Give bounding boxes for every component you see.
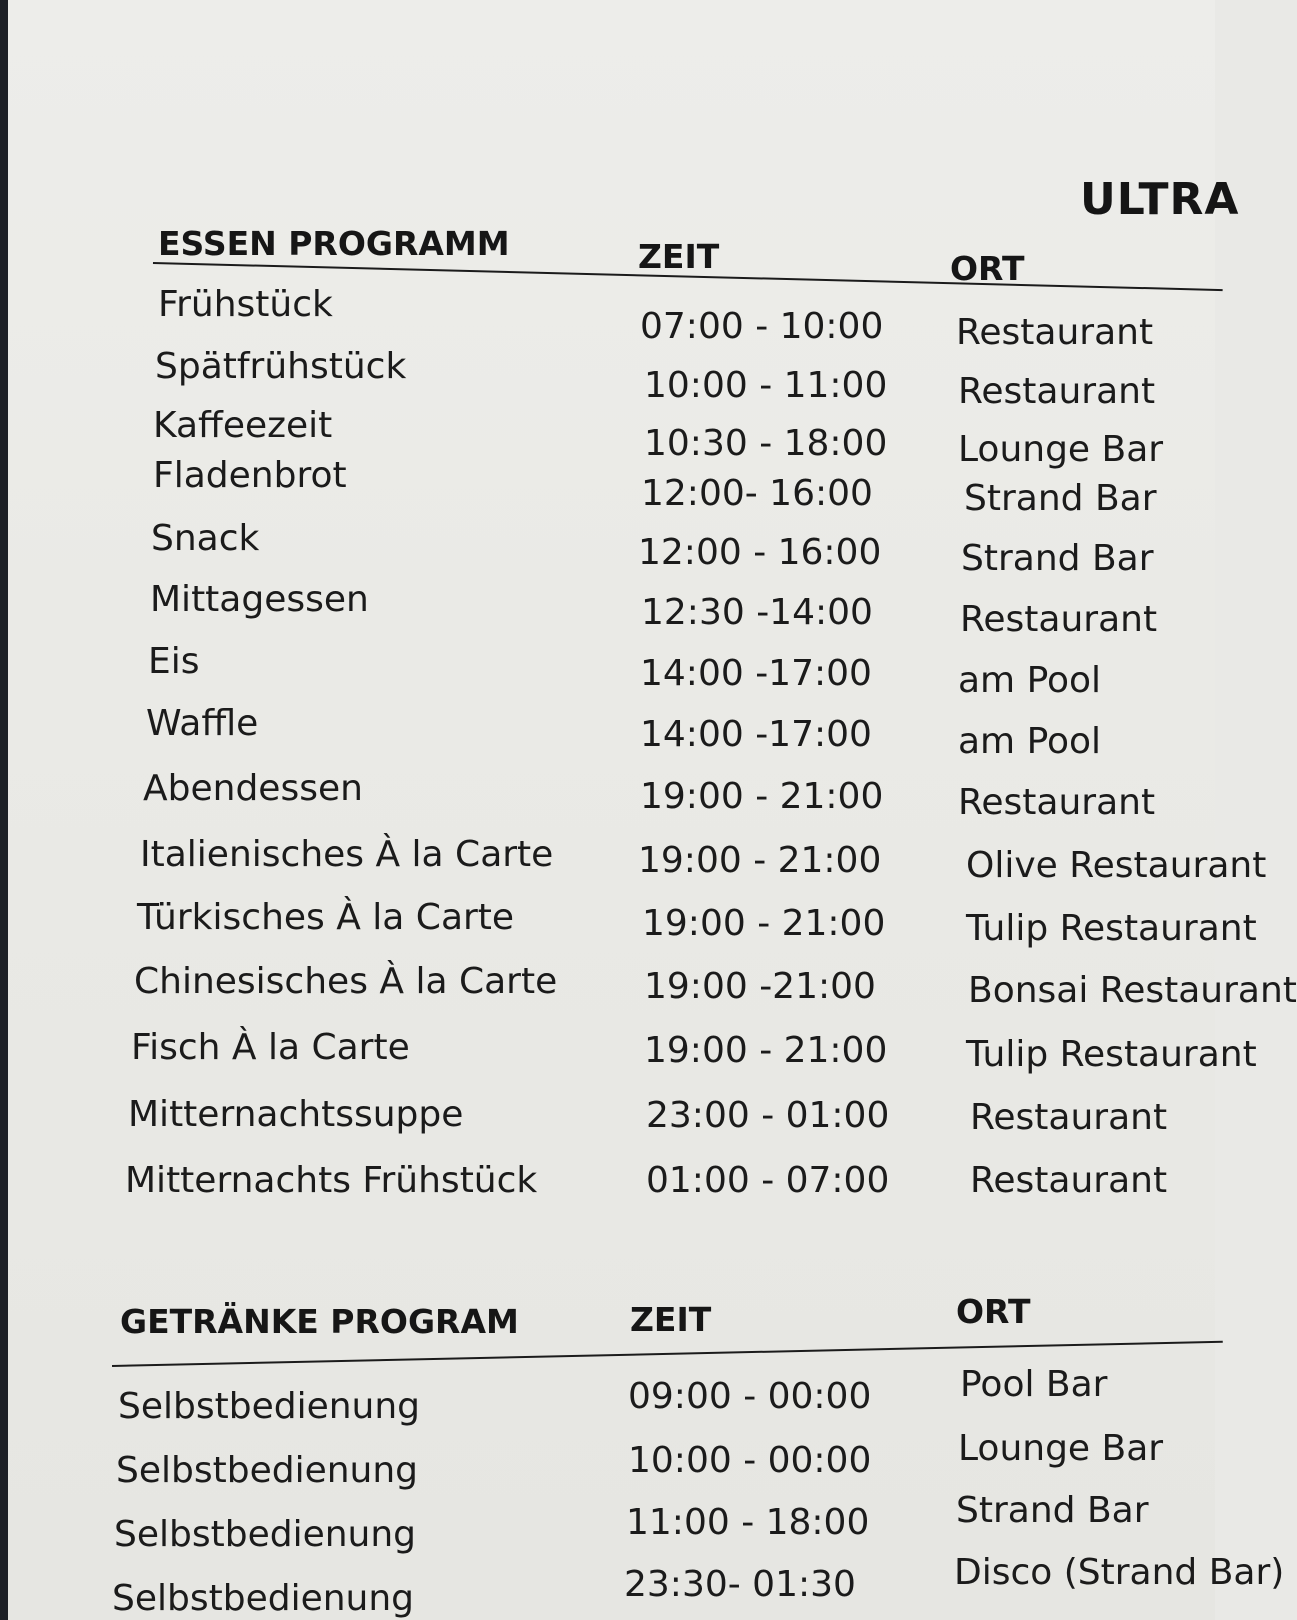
row-name: Mitternachtssuppe xyxy=(128,1094,464,1135)
row-time: 10:00 - 11:00 xyxy=(644,365,888,406)
row-place: Tulip Restaurant xyxy=(966,1034,1257,1075)
row-place: Restaurant xyxy=(958,371,1156,412)
row-place: Strand Bar xyxy=(964,478,1157,519)
row-time: 10:00 - 00:00 xyxy=(628,1440,872,1481)
row-place: am Pool xyxy=(958,721,1102,762)
row-name: Fladenbrot xyxy=(153,455,347,496)
row-place: Tulip Restaurant xyxy=(966,908,1257,949)
row-name: Selbstbedienung xyxy=(114,1514,417,1555)
document-title: ULTRA xyxy=(1080,174,1240,225)
row-time: 01:00 - 07:00 xyxy=(646,1160,890,1201)
row-name: Kaffeezeit xyxy=(153,405,333,446)
row-name: Spätfrühstück xyxy=(155,346,407,387)
row-name: Chinesisches À la Carte xyxy=(134,961,558,1002)
drinks-time-header: ZEIT xyxy=(630,1300,712,1339)
row-time: 19:00 - 21:00 xyxy=(642,903,886,944)
row-place: Disco (Strand Bar) xyxy=(954,1552,1285,1593)
row-place: Pool Bar xyxy=(960,1364,1108,1405)
row-name: Fisch À la Carte xyxy=(131,1027,410,1068)
row-place: Restaurant xyxy=(956,312,1154,353)
row-name: Mitternachts Frühstück xyxy=(125,1160,538,1201)
row-time: 19:00 - 21:00 xyxy=(640,776,884,817)
row-place: Strand Bar xyxy=(961,538,1154,579)
drinks-program-header: GETRÄNKE PROGRAM xyxy=(120,1302,519,1341)
row-place: Lounge Bar xyxy=(958,429,1164,470)
row-time: 07:00 - 10:00 xyxy=(640,306,884,347)
row-name: Italienisches À la Carte xyxy=(140,834,554,875)
row-place: Restaurant xyxy=(970,1160,1168,1201)
row-time: 09:00 - 00:00 xyxy=(628,1376,872,1417)
food-place-header: ORT xyxy=(950,249,1025,288)
row-place: Restaurant xyxy=(958,782,1156,823)
row-name: Abendessen xyxy=(143,768,363,809)
row-place: Restaurant xyxy=(970,1097,1168,1138)
row-time: 19:00 - 21:00 xyxy=(644,1030,888,1071)
row-time: 14:00 -17:00 xyxy=(640,714,872,755)
drinks-place-header: ORT xyxy=(956,1292,1031,1331)
row-place: Strand Bar xyxy=(956,1490,1149,1531)
background-edge xyxy=(0,0,8,1620)
row-place: Restaurant xyxy=(960,599,1158,640)
row-time: 19:00 -21:00 xyxy=(644,966,876,1007)
row-place: Olive Restaurant xyxy=(966,845,1267,886)
row-time: 23:00 - 01:00 xyxy=(646,1095,890,1136)
row-time: 12:00- 16:00 xyxy=(641,473,873,514)
row-time: 23:30- 01:30 xyxy=(624,1564,856,1605)
row-place: am Pool xyxy=(958,660,1102,701)
row-name: Snack xyxy=(151,518,260,559)
row-time: 19:00 - 21:00 xyxy=(638,840,882,881)
food-program-header: ESSEN PROGRAMM xyxy=(158,224,510,263)
row-name: Frühstück xyxy=(158,284,333,325)
row-time: 11:00 - 18:00 xyxy=(626,1502,870,1543)
row-name: Eis xyxy=(148,641,200,682)
row-name: Türkisches À la Carte xyxy=(137,897,515,938)
food-time-header: ZEIT xyxy=(638,237,720,276)
row-time: 12:00 - 16:00 xyxy=(638,532,882,573)
row-place: Lounge Bar xyxy=(958,1428,1164,1469)
menu-sheet xyxy=(8,0,1297,1620)
row-time: 12:30 -14:00 xyxy=(641,592,873,633)
row-name: Waffle xyxy=(146,703,259,744)
row-name: Selbstbedienung xyxy=(112,1578,415,1619)
row-name: Selbstbedienung xyxy=(116,1450,419,1491)
row-time: 14:00 -17:00 xyxy=(640,653,872,694)
row-place: Bonsai Restaurant xyxy=(968,970,1297,1011)
row-name: Selbstbedienung xyxy=(118,1386,421,1427)
row-time: 10:30 - 18:00 xyxy=(644,423,888,464)
row-name: Mittagessen xyxy=(150,579,369,620)
